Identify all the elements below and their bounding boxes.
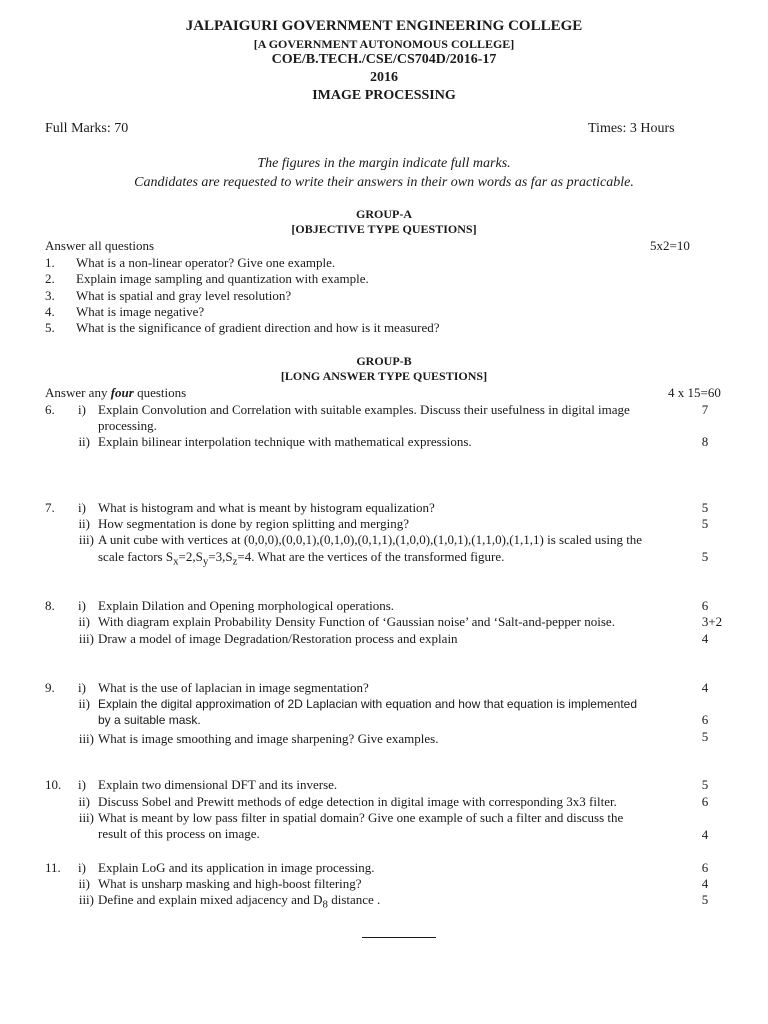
question-text: What is image negative? <box>76 304 205 319</box>
part-text: Draw a model of image Degradation/Restoration process and explain <box>98 631 458 646</box>
subject-title: IMAGE PROCESSING <box>312 88 456 103</box>
part-label: ii) <box>78 614 90 629</box>
part-text: What is image smoothing and image sharpening? Give examples. <box>98 731 439 746</box>
subscript: 8 <box>322 898 328 911</box>
part-marks: 5 <box>701 777 709 792</box>
instruction-line-2: Candidates are requested to write their answers in their own words as far as practicable. <box>134 175 634 190</box>
part-text: Explain the digital approximation of 2D Laplacian with equation and how that equation is implemented <box>98 697 638 711</box>
part-text <box>98 549 504 568</box>
subscript: x <box>173 555 179 568</box>
text-run: =2,S <box>178 549 203 564</box>
part-label: ii) <box>78 516 90 531</box>
part-text: by a suitable mask. <box>98 713 201 727</box>
text-run: distance . <box>327 892 381 907</box>
full-marks: Full Marks: 70 <box>45 121 129 136</box>
part-marks: 5 <box>701 516 709 531</box>
end-rule <box>362 937 436 938</box>
part-marks: 8 <box>701 434 709 449</box>
part-label: i) <box>78 402 86 417</box>
text-run: =4. What are the vertices of the transformed figure. <box>237 549 505 564</box>
part-marks: 6 <box>701 860 709 875</box>
part-label: iii) <box>78 731 94 746</box>
question-number: 7. <box>45 500 55 515</box>
part-marks: 4 <box>701 876 709 891</box>
part-text: What is unsharp masking and high-boost filtering? <box>98 876 362 891</box>
group-b-instruction <box>45 385 186 401</box>
subscript: y <box>202 555 209 568</box>
question-number: 4. <box>45 304 55 319</box>
part-marks: 5 <box>701 500 709 515</box>
part-text: What is the use of laplacian in image segmentation? <box>98 680 369 695</box>
part-text: Explain Convolution and Correlation with suitable examples. Discuss their usefulness in digital image <box>98 402 630 417</box>
college-status: [A GOVERNMENT AUTONOMOUS COLLEGE] <box>253 37 515 51</box>
part-text: Explain two dimensional DFT and its inverse. <box>98 777 338 792</box>
part-marks: 5 <box>701 549 709 564</box>
part-text: result of this process on image. <box>98 826 260 841</box>
part-label: iii) <box>78 810 94 825</box>
part-marks: 5 <box>701 892 709 907</box>
question-text: What is spatial and gray level resolution? <box>76 288 292 303</box>
part-label: iii) <box>78 631 94 646</box>
part-text <box>98 892 380 911</box>
instruction-emphasis: four <box>110 385 134 400</box>
question-number: 10. <box>45 777 62 792</box>
part-label: iii) <box>78 532 94 547</box>
question-number: 9. <box>45 680 55 695</box>
question-number: 11. <box>45 860 61 875</box>
part-marks: 7 <box>701 402 709 417</box>
part-marks: 6 <box>701 712 709 727</box>
group-a-marks: 5x2=10 <box>650 238 690 253</box>
question-number: 1. <box>45 255 55 270</box>
paper-code: COE/B.TECH./CSE/CS704D/2016-17 <box>271 52 497 67</box>
question-text: Explain image sampling and quantization with example. <box>76 271 369 286</box>
part-label: i) <box>78 500 86 515</box>
group-a-subtitle: [OBJECTIVE TYPE QUESTIONS] <box>291 222 477 236</box>
time-allowed: Times: 3 Hours <box>588 121 675 136</box>
part-text: What is histogram and what is meant by histogram equalization? <box>98 500 435 515</box>
part-label: ii) <box>78 794 90 809</box>
part-marks: 6 <box>701 794 709 809</box>
group-b-title: GROUP-B <box>356 354 412 368</box>
part-marks: 4 <box>701 631 709 646</box>
question-text: What is a non-linear operator? Give one example. <box>76 255 336 270</box>
question-number: 5. <box>45 320 55 335</box>
part-label: i) <box>78 777 86 792</box>
part-label: i) <box>78 598 86 613</box>
text-run: =3,S <box>208 549 233 564</box>
question-number: 8. <box>45 598 55 613</box>
subscript: z <box>232 555 238 568</box>
question-number: 2. <box>45 271 55 286</box>
question-number: 3. <box>45 288 55 303</box>
part-text: What is meant by low pass filter in spatial domain? Give one example of such a filter and discuss the <box>98 810 624 825</box>
part-label: iii) <box>78 892 94 907</box>
text-run: Define and explain mixed adjacency and D <box>98 892 323 907</box>
part-marks: 4 <box>701 827 709 842</box>
question-number: 6. <box>45 402 55 417</box>
part-label: ii) <box>78 876 90 891</box>
part-text: Explain Dilation and Opening morphological operations. <box>98 598 395 613</box>
instruction-text: questions <box>133 385 187 400</box>
instruction-text: Answer any <box>45 385 111 400</box>
text-run: scale factors S <box>98 549 174 564</box>
college-name: JALPAIGURI GOVERNMENT ENGINEERING COLLEGE <box>185 18 583 34</box>
question-text: What is the significance of gradient direction and how is it measured? <box>76 320 440 335</box>
part-label: i) <box>78 680 86 695</box>
part-text: Discuss Sobel and Prewitt methods of edge detection in digital image with corresponding 3x3 filter. <box>98 794 617 809</box>
group-a-instruction: Answer all questions <box>45 238 155 253</box>
part-label: i) <box>78 860 86 875</box>
exam-year: 2016 <box>370 70 398 85</box>
part-label: ii) <box>78 434 90 449</box>
part-text: Explain bilinear interpolation technique with mathematical expressions. <box>98 434 472 449</box>
part-marks: 4 <box>701 680 709 695</box>
part-text: processing. <box>98 418 157 433</box>
part-marks: 6 <box>701 598 709 613</box>
part-marks: 3+2 <box>701 614 723 629</box>
group-b-subtitle: [LONG ANSWER TYPE QUESTIONS] <box>280 369 488 383</box>
part-text: Explain LoG and its application in image processing. <box>98 860 375 875</box>
instruction-line-1: The figures in the margin indicate full marks. <box>257 156 511 171</box>
part-text: With diagram explain Probability Density Function of ‘Gaussian noise’ and ‘Salt-and-pepper noise. <box>98 614 615 629</box>
part-marks: 5 <box>701 729 709 744</box>
part-label: ii) <box>78 696 90 711</box>
group-a-title: GROUP-A <box>356 207 412 221</box>
group-b-marks: 4 x 15=60 <box>668 385 721 400</box>
part-text: How segmentation is done by region splitting and merging? <box>98 516 409 531</box>
part-text: A unit cube with vertices at (0,0,0),(0,0,1),(0,1,0),(0,1,1),(1,0,0),(1,0,1),(1,1,0),(1,1,1) is scaled using the <box>98 532 643 547</box>
